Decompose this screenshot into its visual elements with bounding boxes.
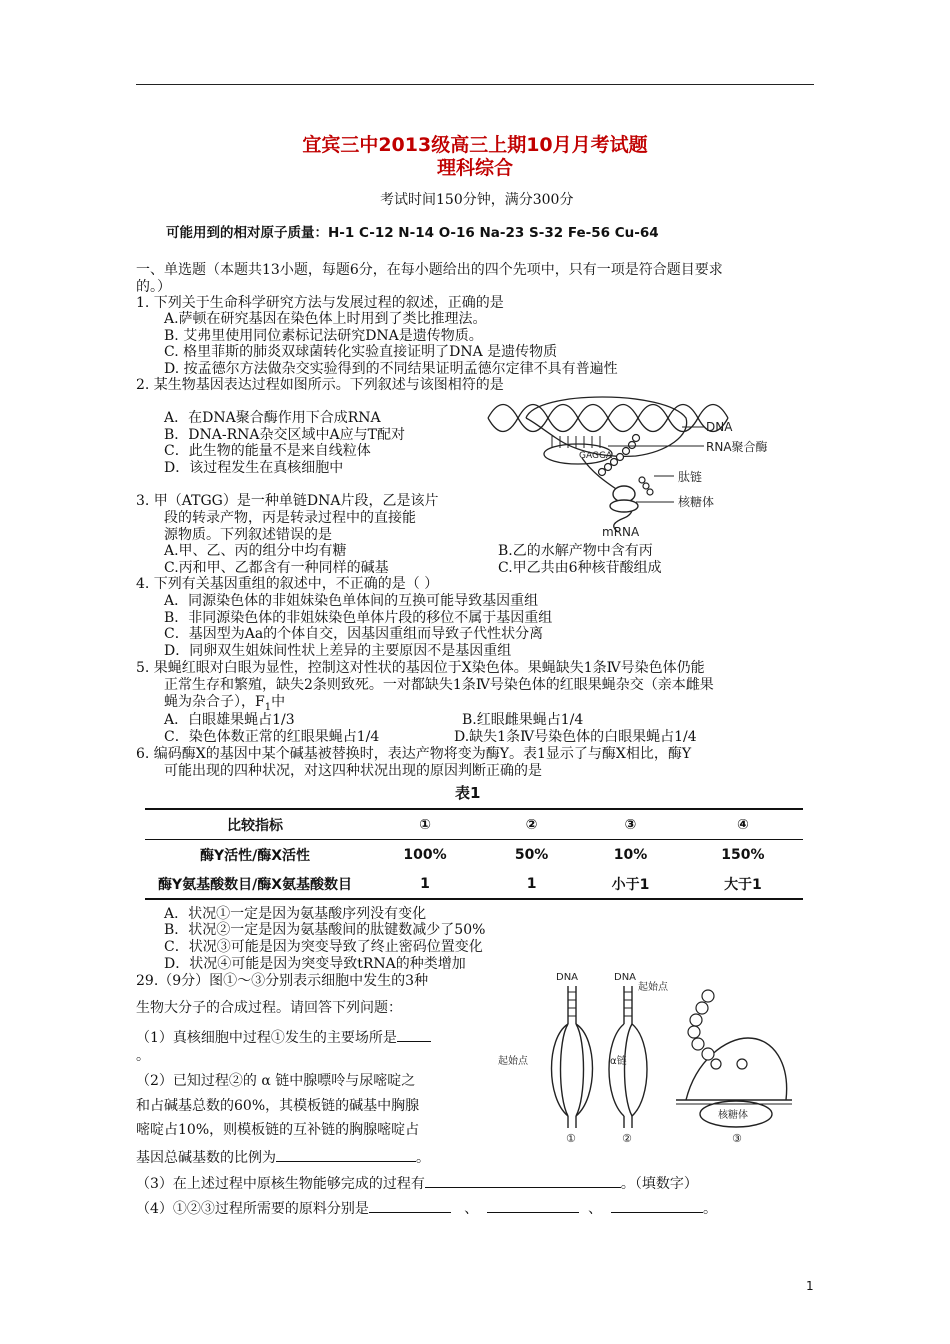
q3-option-c: C.丙和甲、乙都含有一种同样的碱基 xyxy=(164,560,389,576)
answer-blank[interactable] xyxy=(487,1198,579,1213)
label-origin-left: 起始点 xyxy=(498,1056,528,1067)
comparison-table xyxy=(145,808,803,900)
exam-subtitle: 理科综合 xyxy=(436,157,513,179)
table-header-cell: ① xyxy=(365,809,485,840)
q2-option-c: C．此生物的能量不是来自线粒体 xyxy=(164,443,371,459)
q1-option-b: B. 艾弗里使用同位素标记法研究DNA是遗传物质。 xyxy=(164,328,483,344)
q6-option-a: A．状况①一定是因为氨基酸序列没有变化 xyxy=(164,906,427,922)
q3-stem-2: 段的转录产物，丙是转录过程中的直接能 xyxy=(164,510,416,526)
q1-stem: 1. 下列关于生命科学研究方法与发展过程的叙述，正确的是 xyxy=(136,295,504,311)
q29-part-2d: 基因总碱基数的比例为 。 xyxy=(136,1147,430,1167)
q4-option-d: D．同卵双生姐妹间性状上差异的主要原因不是基因重组 xyxy=(164,643,512,659)
q29-part-1-end: 。 xyxy=(136,1048,150,1064)
q29-part-2b: 和占碱基总数的60%，其模板链的碱基中胸腺 xyxy=(136,1098,420,1114)
page-number: 1 xyxy=(806,1279,814,1293)
q5-option-d: D.缺失1条Ⅳ号染色体的白眼果蝇占1/4 xyxy=(454,729,697,745)
q29-part-4: （4）①②③过程所需要的原料分别是 、 、 。 xyxy=(136,1198,717,1218)
q29-part-2c: 嘧啶占10%，则模板链的互补链的胸腺嘧啶占 xyxy=(136,1122,420,1138)
label-process-1: ① xyxy=(566,1132,576,1145)
q29-part-3: （3）在上述过程中原核生物能够完成的过程有 。（填数字） xyxy=(136,1173,698,1193)
q2-option-b: B．DNA-RNA杂交区域中A应与T配对 xyxy=(164,427,405,443)
table-cell: 1 xyxy=(365,869,485,899)
table-cell: 酶Y活性/酶X活性 xyxy=(199,847,311,864)
label-ribosome-2: 核糖体 xyxy=(718,1110,748,1121)
table-header-cell: 比较指标 xyxy=(145,809,365,840)
q29-part-2a: （2）已知过程②的 α 链中腺嘌呤与尿嘧啶之 xyxy=(136,1073,416,1089)
q2-option-d: D．该过程发生在真核细胞中 xyxy=(164,460,344,476)
table-cell: 大于1 xyxy=(683,869,803,899)
q1-option-c: C. 格里菲斯的肺炎双球菌转化实验直接证明了DNA 是遗传物质 xyxy=(164,344,558,360)
q5-line-2: 正常生存和繁殖，缺失2条则致死。一对都缺失1条Ⅳ号染色体的红眼果蝇杂交（亲本雌果 xyxy=(164,677,714,693)
label-dna-1: DNA xyxy=(556,972,579,983)
table-cell: 100% xyxy=(403,846,447,863)
table-cell: 小于1 xyxy=(578,869,683,899)
table-header-cell: ④ xyxy=(683,809,803,840)
header-rule xyxy=(136,84,814,85)
table-cell: 50% xyxy=(514,846,549,863)
q3-option-a: A.甲、乙、丙的组分中均有糖 xyxy=(164,543,347,559)
q3-stem-1: 3. 甲（ATGG）是一种单链DNA片段，乙是该片 xyxy=(136,493,439,509)
answer-blank[interactable] xyxy=(611,1198,703,1213)
section-heading-cont: 的。） xyxy=(136,279,171,295)
q4-stem: 4. 下列有关基因重组的叙述中，不正确的是（ ） xyxy=(136,576,439,592)
q1-option-a: A.萨顿在研究基因在染色体上时用到了类比推理法。 xyxy=(164,311,487,327)
label-process-3: ③ xyxy=(732,1132,742,1145)
answer-blank[interactable] xyxy=(276,1147,416,1162)
q3-stem-3: 源物质。下列叙述错误的是 xyxy=(164,527,332,543)
exam-info: 考试时间150分钟，满分300分 xyxy=(380,192,574,208)
label-ribosome: 核糖体 xyxy=(678,495,715,509)
table-row xyxy=(145,869,803,899)
answer-blank[interactable] xyxy=(369,1198,451,1213)
label-rna-polymerase: RNA聚合酶 xyxy=(706,440,768,454)
label-peptide: 肽链 xyxy=(678,470,703,484)
label-alpha-chain: α链 xyxy=(610,1056,627,1067)
q2-stem: 2. 某生物基因表达过程如图所示。下列叙述与该图相符的是 xyxy=(136,377,504,393)
q5-option-a: A．白眼雄果蝇占1/3 xyxy=(164,712,295,728)
q3-option-d: C.甲乙共由6种核苷酸组成 xyxy=(498,560,662,576)
q6-line-1: 6. 编码酶X的基因中某个碱基被替换时，表达产物将变为酶Y。表1显示了与酶X相比，酶Y xyxy=(136,746,692,762)
table-header-row xyxy=(145,809,803,840)
label-dna: DNA xyxy=(706,420,733,434)
q1-option-d: D. 按孟德尔方法做杂交实验得到的不同结果证明孟德尔定律不具有普遍性 xyxy=(164,361,618,377)
answer-blank[interactable] xyxy=(425,1173,621,1188)
q29-line-2: 生物大分子的合成过程。请回答下列问题： xyxy=(136,1000,402,1016)
q4-option-b: B．非同源染色体的非姐妹染色单体片段的移位不属于基因重组 xyxy=(164,610,553,626)
label-mrna: mRNA xyxy=(602,525,640,539)
q6-line-2: 可能出现的四种状况，对这四种状况出现的原因判断正确的是 xyxy=(164,763,542,779)
exam-title: 宜宾三中2013级高三上期10月月考试题 xyxy=(302,134,648,156)
q5-option-b: B.红眼雌果蝇占1/4 xyxy=(462,712,584,728)
table-row xyxy=(145,840,803,870)
q5-option-c: C．染色体数正常的红眼果蝇占1/4 xyxy=(164,729,380,745)
table-header-cell: ③ xyxy=(578,809,683,840)
q5-line-3: 蝇为杂合子），$F_1$中 xyxy=(164,694,286,713)
gene-sequence: GAGGA xyxy=(579,451,613,461)
q6-option-d: D．状况④可能是因为突变导致tRNA的种类增加 xyxy=(164,956,466,972)
synthesis-figure xyxy=(496,968,792,1146)
section-heading: 一、单选题（本题共13小题，每题6分，在每小题给出的四个先项中，只有一项是符合题目要求 xyxy=(136,262,723,278)
table-cell: 酶Y氨基酸数目/酶X氨基酸数目 xyxy=(145,869,365,899)
table-cell: 150% xyxy=(721,846,765,863)
q6-option-b: B．状况②一定是因为氨基酸间的肽键数减少了50% xyxy=(164,922,486,938)
table-header-cell: ② xyxy=(485,809,578,840)
q5-line-1: 5. 果蝇红眼对白眼为显性，控制这对性状的基因位于X染色体。果蝇缺失1条Ⅳ号染色体仍能 xyxy=(136,660,705,676)
q6-option-c: C．状况③可能是因为突变导致了终止密码位置变化 xyxy=(164,939,483,955)
atomic-masses: 可能用到的相对原子质量：H-1 C-12 N-14 O-16 Na-23 S-32 Fe-56 Cu-64 xyxy=(166,225,659,241)
q3-option-b: B.乙的水解产物中含有丙 xyxy=(498,543,653,559)
q4-option-a: A．同源染色体的非姐妹染色单体间的互换可能导致基因重组 xyxy=(164,593,539,609)
q2-option-a: A．在DNA聚合酶作用下合成RNA xyxy=(164,410,381,426)
table-caption: 表1 xyxy=(455,784,481,802)
answer-blank[interactable] xyxy=(397,1027,431,1042)
q29-part-1: （1）真核细胞中过程①发生的主要场所是 xyxy=(136,1027,431,1047)
table-cell: 1 xyxy=(485,869,578,899)
q4-option-c: C．基因型为Aa的个体自交，因基因重组而导致子代性状分离 xyxy=(164,626,544,642)
label-process-2: ② xyxy=(622,1132,632,1145)
table-cell: 10% xyxy=(613,846,648,863)
q29-line-1: 29.（9分）图①～③分别表示细胞中发生的3种 xyxy=(136,973,429,989)
label-dna-2: DNA xyxy=(614,972,637,983)
gene-expression-figure xyxy=(486,396,786,542)
label-origin-top: 起始点 xyxy=(638,982,668,993)
